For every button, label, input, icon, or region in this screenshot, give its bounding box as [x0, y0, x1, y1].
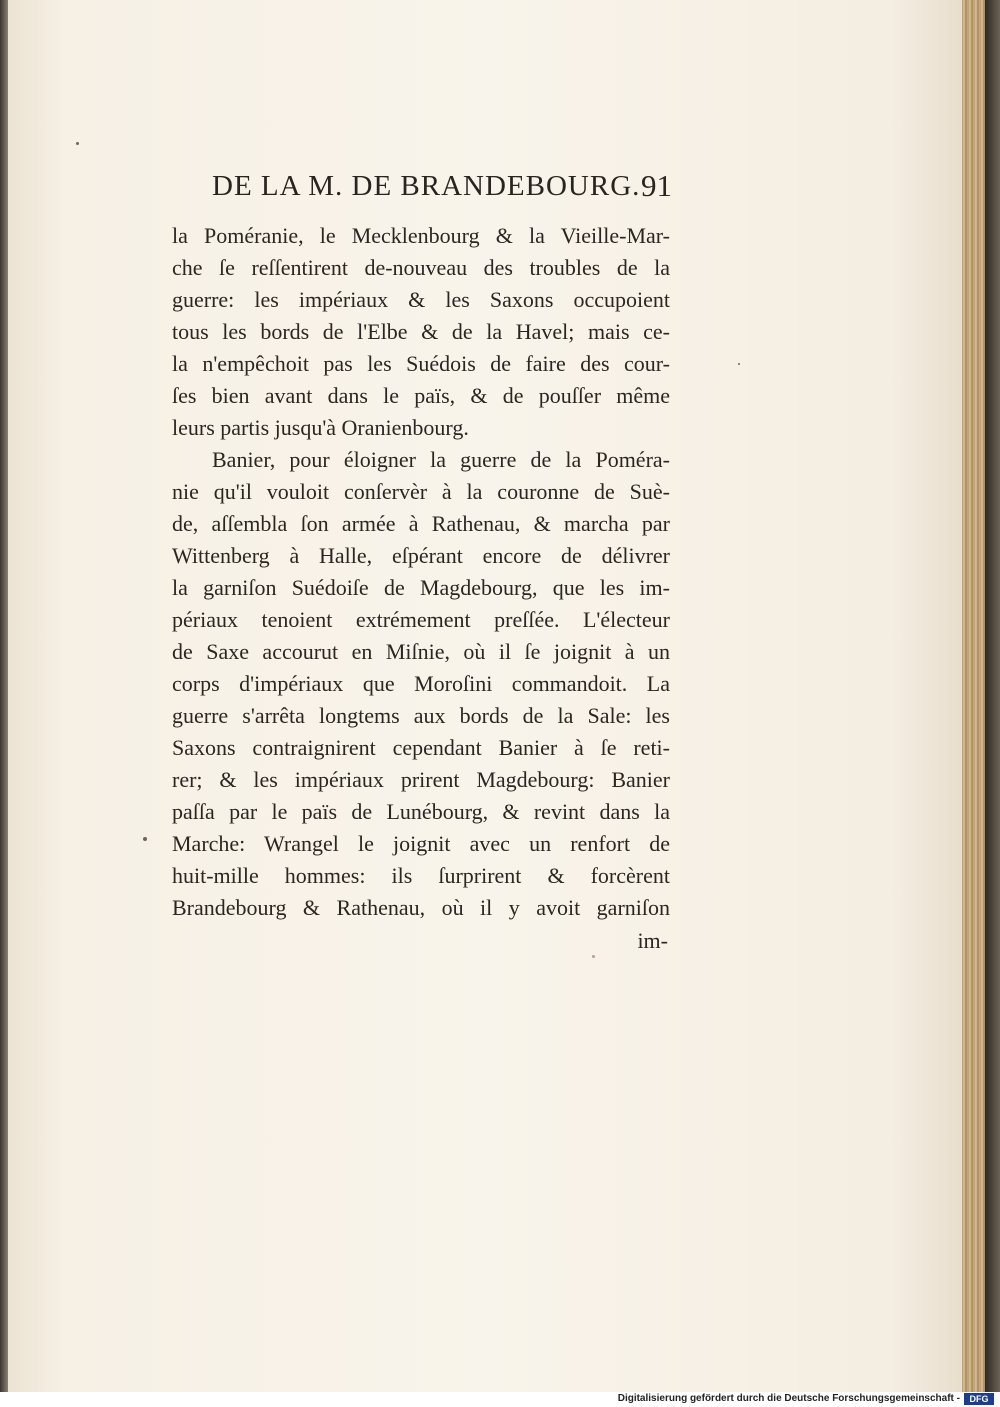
digitization-credit: Digitalisierung gefördert durch die Deutsche Forschungsgemeinschaft -	[617, 1393, 960, 1404]
dfg-logo: DFG	[964, 1393, 994, 1405]
running-head-title: DE LA M. DE BRANDEBOURG.	[212, 170, 641, 202]
text-line: che ſe reſſentirent de-nouveau des troubles de la	[172, 255, 670, 280]
text-line: Brandebourg & Rathenau, où il y avoit garniſon	[172, 895, 670, 920]
text-line: périaux tenoient extrémement preſſée. L'électeur	[172, 607, 670, 632]
text-line: Wittenberg à Halle, eſpérant encore de délivrer	[172, 543, 670, 568]
text-line: la garniſon Suédoiſe de Magdebourg, que les im-	[172, 575, 670, 600]
running-head	[212, 166, 682, 206]
page-speck	[738, 363, 740, 365]
text-line: corps d'impériaux que Moroſini commandoit. La	[172, 671, 670, 696]
text-line: leurs partis jusqu'à Oranienbourg.	[172, 415, 469, 440]
text-line: guerre s'arrêta longtems aux bords de la Sale: les	[172, 703, 670, 728]
text-line: Banier, pour éloigner la guerre de la Poméra-	[212, 447, 670, 472]
page-speck	[143, 837, 147, 841]
book-binding-edge	[0, 0, 8, 1392]
page-speck	[76, 142, 79, 145]
text-line: tous les bords de l'Elbe & de la Havel; mais ce-	[172, 319, 670, 344]
text-line: paſſa par le païs de Lunébourg, & revint dans la	[172, 799, 670, 824]
text-line: la n'empêchoit pas les Suédois de faire des cour-	[172, 351, 670, 376]
body-text	[172, 220, 670, 924]
text-line: nie qu'il vouloit conſervèr à la couronne de Suè-	[172, 479, 670, 504]
text-line: guerre: les impériaux & les Saxons occupoient	[172, 287, 670, 312]
text-line: la Poméranie, le Mecklenbourg & la Vieille-Mar-	[172, 223, 670, 248]
page-number: 91	[641, 168, 672, 203]
text-line: huit-mille hommes: ils ſurprirent & forcèrent	[172, 863, 670, 888]
text-line: rer; & les impériaux prirent Magdebourg: Banier	[172, 767, 670, 792]
book-cover-edge	[985, 0, 1000, 1392]
text-line: de, aſſembla ſon armée à Rathenau, & marcha par	[172, 511, 670, 536]
text-line: de Saxe accourut en Miſnie, où il ſe joignit à un	[172, 639, 670, 664]
text-line: Marche: Wrangel le joignit avec un renfort de	[172, 831, 670, 856]
text-line: ſes bien avant dans le païs, & de pouſſer même	[172, 383, 670, 408]
text-line: Saxons contraignirent cependant Banier à ſe reti-	[172, 735, 670, 760]
catchword: im-	[637, 928, 668, 953]
page-speck	[592, 955, 595, 958]
